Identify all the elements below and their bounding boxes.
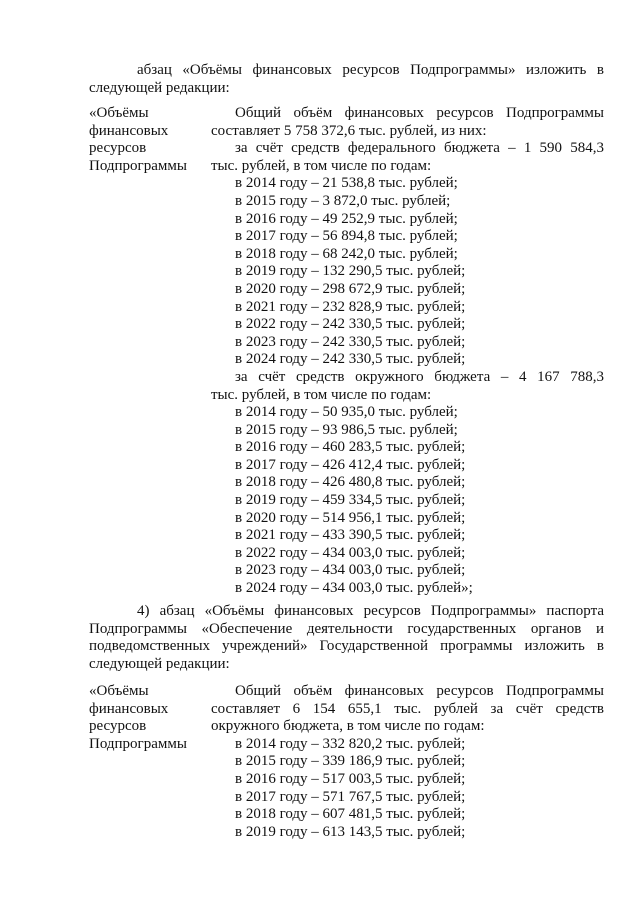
year-line: в 2018 году – 607 481,5 тыс. рублей; bbox=[235, 806, 466, 823]
intro-paragraph: абзац «Объёмы финансовых ресурсов Подпрограммы» изложить в следующей редакции: bbox=[89, 62, 604, 96]
year-line: в 2019 году – 613 143,5 тыс. рублей; bbox=[235, 823, 466, 840]
district-year-line: в 2018 году – 426 480,8 тыс. рублей; bbox=[235, 474, 466, 491]
block-2-label bbox=[89, 683, 207, 753]
total-line: Общий объём финансовых ресурсов Подпрограммы bbox=[235, 683, 604, 699]
district-year-line: в 2022 году – 434 003,0 тыс. рублей; bbox=[235, 544, 466, 561]
district-year-line: в 2021 году – 433 390,5 тыс. рублей; bbox=[235, 527, 466, 544]
district-year-line: в 2017 году – 426 412,4 тыс. рублей; bbox=[235, 456, 466, 473]
district-line: за счёт средств окружного бюджета – 4 167 788,3 bbox=[235, 368, 604, 385]
district-year-line: в 2020 году – 514 956,1 тыс. рублей; bbox=[235, 509, 466, 526]
label-line: ресурсов bbox=[89, 140, 147, 157]
district-year-line: в 2023 году – 434 003,0 тыс. рублей; bbox=[235, 562, 466, 579]
year-line: в 2015 году – 339 186,9 тыс. рублей; bbox=[235, 753, 466, 770]
district-line: тыс. рублей, в том числе по годам: bbox=[211, 386, 432, 403]
federal-year-line: в 2021 году – 232 828,9 тыс. рублей; bbox=[235, 298, 466, 315]
district-year-line: в 2024 году – 434 003,0 тыс. рублей»; bbox=[235, 580, 473, 597]
label-line: финансовых bbox=[89, 122, 169, 139]
federal-year-line: в 2020 году – 298 672,9 тыс. рублей; bbox=[235, 280, 466, 297]
label-line: «Объёмы bbox=[89, 105, 149, 121]
district-year-line: в 2016 году – 460 283,5 тыс. рублей; bbox=[235, 439, 466, 456]
federal-line: тыс. рублей, в том числе по годам: bbox=[211, 157, 432, 174]
federal-year-line: в 2023 году – 242 330,5 тыс. рублей; bbox=[235, 333, 466, 350]
federal-year-line: в 2017 году – 56 894,8 тыс. рублей; bbox=[235, 228, 458, 245]
federal-year-line: в 2019 году – 132 290,5 тыс. рублей; bbox=[235, 263, 466, 280]
total-line: окружного бюджета, в том числе по годам: bbox=[211, 718, 485, 735]
federal-year-line: в 2016 году – 49 252,9 тыс. рублей; bbox=[235, 210, 458, 227]
district-year-line: в 2015 году – 93 986,5 тыс. рублей; bbox=[235, 421, 458, 438]
block-1-label bbox=[89, 105, 207, 175]
block-1-content bbox=[211, 105, 604, 598]
label-line: финансовых bbox=[89, 700, 169, 717]
district-year-line: в 2019 году – 459 334,5 тыс. рублей; bbox=[235, 492, 466, 509]
total-line: составляет 5 758 372,6 тыс. рублей, из них: bbox=[211, 122, 487, 139]
federal-year-line: в 2018 году – 68 242,0 тыс. рублей; bbox=[235, 245, 458, 262]
block-2-content bbox=[211, 683, 604, 841]
federal-year-line: в 2024 году – 242 330,5 тыс. рублей; bbox=[235, 351, 466, 368]
federal-year-line: в 2015 году – 3 872,0 тыс. рублей; bbox=[235, 192, 451, 209]
federal-line: за счёт средств федерального бюджета – 1 590 584,3 bbox=[235, 140, 604, 157]
total-line: Общий объём финансовых ресурсов Подпрограммы bbox=[235, 105, 604, 121]
federal-year-line: в 2014 году – 21 538,8 тыс. рублей; bbox=[235, 175, 458, 192]
total-line: составляет 6 154 655,1 тыс. рублей за счёт средств bbox=[211, 700, 604, 717]
label-line: ресурсов bbox=[89, 718, 147, 735]
label-line: «Объёмы bbox=[89, 683, 149, 699]
federal-year-line: в 2022 году – 242 330,5 тыс. рублей; bbox=[235, 316, 466, 333]
year-line: в 2017 году – 571 767,5 тыс. рублей; bbox=[235, 788, 466, 805]
label-line: Подпрограммы bbox=[89, 735, 187, 752]
label-line: Подпрограммы bbox=[89, 157, 187, 174]
amendment-paragraph: 4) абзац «Объёмы финансовых ресурсов Подпрограммы» паспорта Подпрограммы «Обеспечение деятельности государственных органов и подведомственных учреждений» Государственной программы изложить в следующей редакции: bbox=[89, 603, 604, 672]
year-line: в 2014 году – 332 820,2 тыс. рублей; bbox=[235, 735, 466, 752]
year-line: в 2016 году – 517 003,5 тыс. рублей; bbox=[235, 770, 466, 787]
district-year-line: в 2014 году – 50 935,0 тыс. рублей; bbox=[235, 404, 458, 421]
